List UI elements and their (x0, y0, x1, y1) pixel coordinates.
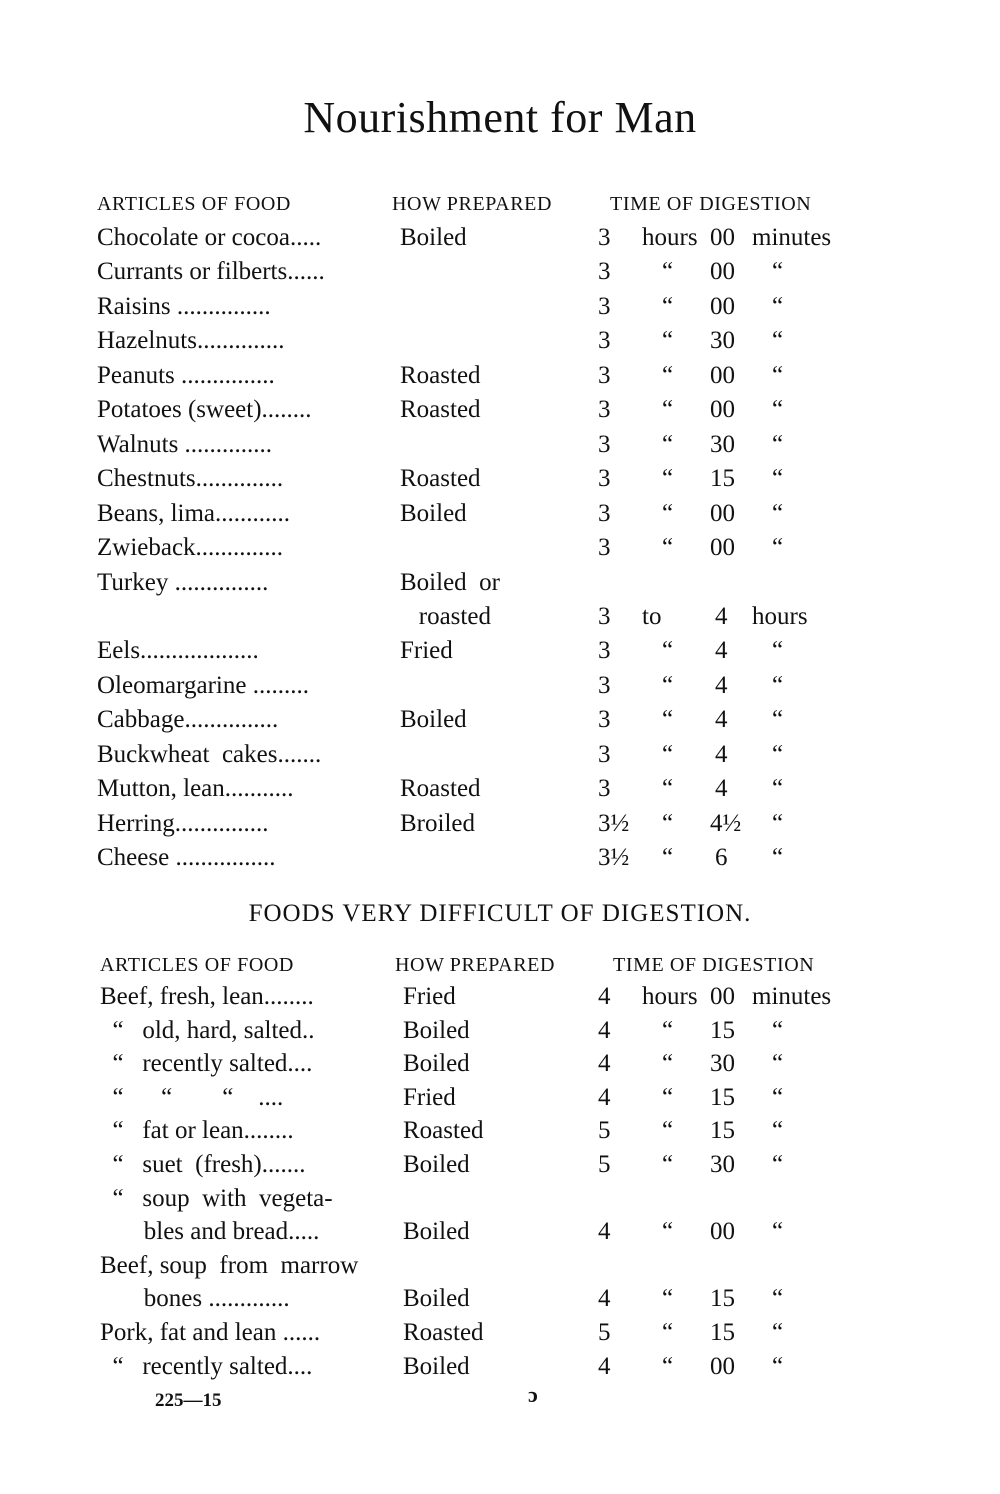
time-suffix: “ (772, 1050, 784, 1078)
time-minutes: 6 (715, 844, 728, 872)
time-hours: 3 (598, 534, 611, 562)
food-name: Herring............... (97, 809, 269, 837)
time-hours: 4 (598, 1016, 611, 1044)
time-suffix: “ (772, 809, 784, 837)
table-row (0, 706, 1000, 740)
preparation: Boiled (403, 1016, 470, 1044)
table-row (0, 775, 1000, 809)
page-signature: 225—15 (155, 1390, 222, 1411)
time-unit: “ (662, 775, 674, 803)
time-suffix: “ (772, 844, 784, 872)
time-suffix: minutes (752, 983, 832, 1010)
table-row (0, 1185, 1000, 1219)
page-title: Nourishment for Man (303, 93, 697, 142)
table-row (0, 1050, 1000, 1084)
preparation: Broiled (400, 809, 475, 837)
time-minutes: 4 (715, 671, 728, 699)
food-name: “ suet (fresh)....... (100, 1151, 306, 1178)
time-minutes: 00 (710, 258, 735, 286)
time-unit: “ (662, 430, 674, 458)
time-suffix: “ (772, 706, 784, 734)
table-row (0, 534, 1000, 568)
food-name: Currants or filberts...... (97, 258, 325, 286)
time-hours: 3 (598, 224, 611, 251)
time-minutes: 4 (715, 602, 728, 630)
time-hours: 5 (598, 1319, 611, 1346)
preparation: Roasted (400, 465, 481, 493)
time-minutes: 4½ (710, 809, 742, 837)
preparation: Fried (403, 983, 456, 1010)
time-minutes: 4 (715, 775, 728, 803)
food-name: Mutton, lean........... (97, 775, 294, 803)
time-unit: “ (662, 1319, 674, 1346)
food-name: Walnuts .............. (97, 430, 273, 458)
time-minutes: 15 (710, 1117, 735, 1145)
table-row (0, 983, 1000, 1017)
time-hours: 4 (598, 1218, 611, 1246)
time-hours: 3 (598, 499, 611, 527)
table-row (0, 1117, 1000, 1151)
time-minutes: 4 (715, 740, 728, 768)
time-minutes: 15 (710, 1016, 735, 1044)
preparation: Roasted (403, 1117, 484, 1145)
table-row (0, 1319, 1000, 1353)
time-hours: 3 (598, 775, 611, 803)
time-minutes: 15 (710, 1319, 735, 1346)
time-unit: “ (662, 327, 674, 355)
food-name: Pork, fat and lean ...... (100, 1319, 321, 1346)
food-name: Beef, soup from marrow (100, 1251, 359, 1279)
time-suffix: “ (772, 396, 784, 424)
time-suffix: hours (752, 602, 808, 630)
preparation: Boiled (400, 224, 467, 251)
table-row (0, 362, 1000, 396)
time-unit: “ (662, 637, 674, 665)
time-unit: “ (662, 499, 674, 527)
table-row (0, 396, 1000, 430)
table-row (0, 810, 1000, 844)
time-suffix: “ (772, 1083, 784, 1111)
time-hours: 3 (598, 706, 611, 734)
time-hours: 3 (598, 258, 611, 286)
header-time: TIME OF DIGESTION (610, 193, 812, 215)
time-hours: 3 (598, 361, 611, 389)
time-suffix: “ (772, 1319, 784, 1346)
food-name: Chestnuts.............. (97, 465, 284, 493)
time-hours: 3 (598, 637, 611, 665)
time-minutes: 15 (710, 1285, 735, 1313)
time-hours: 3 (598, 602, 611, 630)
time-suffix: “ (772, 465, 784, 493)
time-minutes: 30 (710, 430, 735, 458)
food-name: bones ............. (100, 1285, 290, 1313)
time-suffix: “ (772, 671, 784, 699)
time-minutes: 00 (710, 361, 735, 389)
time-unit: “ (662, 1083, 674, 1111)
time-minutes: 00 (710, 1218, 735, 1246)
table-row (0, 1285, 1000, 1319)
preparation: Roasted (400, 396, 481, 424)
time-unit: hours (642, 224, 698, 251)
time-hours: 3 (598, 396, 611, 424)
table-row (0, 1151, 1000, 1185)
footer-mark: ɔ (528, 1382, 538, 1407)
time-suffix: “ (772, 1285, 784, 1313)
table-row (0, 1084, 1000, 1118)
time-hours: 3 (598, 292, 611, 320)
table-row (0, 1353, 1000, 1387)
time-minutes: 30 (710, 1151, 735, 1178)
time-unit: “ (662, 809, 674, 837)
table-row (0, 637, 1000, 671)
table-row (0, 327, 1000, 361)
table-row (0, 672, 1000, 706)
food-name: Chocolate or cocoa..... (97, 224, 322, 251)
time-suffix: “ (772, 1117, 784, 1145)
table-row (0, 741, 1000, 775)
time-minutes: 30 (710, 327, 735, 355)
food-name: “ fat or lean........ (100, 1117, 294, 1145)
time-hours: 4 (598, 1050, 611, 1078)
table-row (0, 465, 1000, 499)
time-hours: 4 (598, 1285, 611, 1313)
food-name: Raisins ............... (97, 292, 271, 320)
time-minutes: 00 (710, 292, 735, 320)
time-suffix: minutes (752, 224, 832, 251)
time-suffix: “ (772, 775, 784, 803)
preparation: roasted (400, 602, 491, 630)
time-hours: 4 (598, 1352, 611, 1380)
time-hours: 4 (598, 1083, 611, 1111)
time-suffix: “ (772, 1218, 784, 1246)
header-articles: ARTICLES OF FOOD (97, 193, 291, 215)
time-unit: hours (642, 983, 698, 1010)
table-row (0, 293, 1000, 327)
time-hours: 4 (598, 983, 611, 1010)
header-time: TIME OF DIGESTION (613, 954, 815, 976)
food-name: Potatoes (sweet)........ (97, 396, 312, 424)
time-minutes: 00 (710, 396, 735, 424)
section-title: FOODS VERY DIFFICULT OF DIGESTION. (248, 900, 752, 927)
time-unit: “ (662, 534, 674, 562)
time-suffix: “ (772, 740, 784, 768)
table-row (0, 431, 1000, 465)
time-minutes: 00 (710, 534, 735, 562)
time-unit: “ (662, 1218, 674, 1246)
time-unit: to (642, 602, 662, 630)
food-name: “ “ “ .... (100, 1083, 284, 1111)
time-hours: 3 (598, 430, 611, 458)
time-unit: “ (662, 740, 674, 768)
time-minutes: 4 (715, 637, 728, 665)
time-unit: “ (662, 1117, 674, 1145)
table-row (0, 224, 1000, 258)
food-name: “ recently salted.... (100, 1050, 313, 1078)
time-suffix: “ (772, 534, 784, 562)
time-minutes: 15 (710, 1083, 735, 1111)
time-unit: “ (662, 361, 674, 389)
time-hours: 3½ (598, 809, 630, 837)
preparation: Roasted (400, 361, 481, 389)
time-unit: “ (662, 258, 674, 286)
food-name: Eels................... (97, 637, 259, 665)
time-unit: “ (662, 706, 674, 734)
time-suffix: “ (772, 258, 784, 286)
table-row (0, 569, 1000, 603)
time-unit: “ (662, 1016, 674, 1044)
time-unit: “ (662, 1285, 674, 1313)
preparation: Roasted (403, 1319, 484, 1346)
food-name: Beef, fresh, lean........ (100, 983, 314, 1010)
table-row (0, 1218, 1000, 1252)
preparation: Boiled (403, 1218, 470, 1246)
time-hours: 3½ (598, 844, 630, 872)
time-unit: “ (662, 396, 674, 424)
food-name: Oleomargarine ......... (97, 671, 309, 699)
time-hours: 3 (598, 671, 611, 699)
food-name: Turkey ............... (97, 568, 269, 596)
time-hours: 3 (598, 740, 611, 768)
time-unit: “ (662, 844, 674, 872)
preparation: Boiled (400, 706, 467, 734)
preparation: Boiled (400, 499, 467, 527)
header-prepared: HOW PREPARED (392, 193, 553, 215)
food-name: Cheese ................ (97, 844, 276, 872)
time-unit: “ (662, 465, 674, 493)
preparation: Fried (403, 1083, 456, 1111)
food-name: “ recently salted.... (100, 1352, 313, 1380)
preparation: Boiled (403, 1151, 470, 1178)
time-hours: 5 (598, 1117, 611, 1145)
food-name: Cabbage............... (97, 706, 279, 734)
table-row (0, 603, 1000, 637)
time-unit: “ (662, 1050, 674, 1078)
preparation: Boiled (403, 1352, 470, 1380)
food-name: Zwieback.............. (97, 534, 284, 562)
time-unit: “ (662, 292, 674, 320)
food-name: bles and bread..... (100, 1218, 320, 1246)
preparation: Boiled (403, 1285, 470, 1313)
time-hours: 3 (598, 327, 611, 355)
time-minutes: 00 (710, 224, 735, 251)
preparation: Boiled or (400, 568, 500, 596)
time-suffix: “ (772, 1151, 784, 1178)
time-minutes: 00 (710, 499, 735, 527)
food-name: Beans, lima............ (97, 499, 291, 527)
time-unit: “ (662, 1151, 674, 1178)
preparation: Boiled (403, 1050, 470, 1078)
table-row (0, 1252, 1000, 1286)
table-row (0, 258, 1000, 292)
time-suffix: “ (772, 499, 784, 527)
food-name: “ old, hard, salted.. (100, 1016, 315, 1044)
time-unit: “ (662, 671, 674, 699)
food-name: Hazelnuts.............. (97, 327, 285, 355)
preparation: Roasted (400, 775, 481, 803)
time-suffix: “ (772, 430, 784, 458)
food-name: Buckwheat cakes....... (97, 740, 322, 768)
time-suffix: “ (772, 1352, 784, 1380)
food-name: Peanuts ............... (97, 361, 275, 389)
time-suffix: “ (772, 361, 784, 389)
time-suffix: “ (772, 637, 784, 665)
table-row (0, 1017, 1000, 1051)
time-hours: 3 (598, 465, 611, 493)
time-minutes: 00 (710, 1352, 735, 1380)
time-suffix: “ (772, 292, 784, 320)
table-row (0, 844, 1000, 878)
header-articles: ARTICLES OF FOOD (100, 954, 294, 976)
food-name: “ soup with vegeta- (100, 1184, 333, 1212)
table-row (0, 500, 1000, 534)
time-suffix: “ (772, 1016, 784, 1044)
header-prepared: HOW PREPARED (395, 954, 556, 976)
time-suffix: “ (772, 327, 784, 355)
time-minutes: 00 (710, 983, 735, 1010)
time-minutes: 15 (710, 465, 735, 493)
time-hours: 5 (598, 1151, 611, 1178)
time-unit: “ (662, 1352, 674, 1380)
preparation: Fried (400, 637, 453, 665)
time-minutes: 4 (715, 706, 728, 734)
time-minutes: 30 (710, 1050, 735, 1078)
